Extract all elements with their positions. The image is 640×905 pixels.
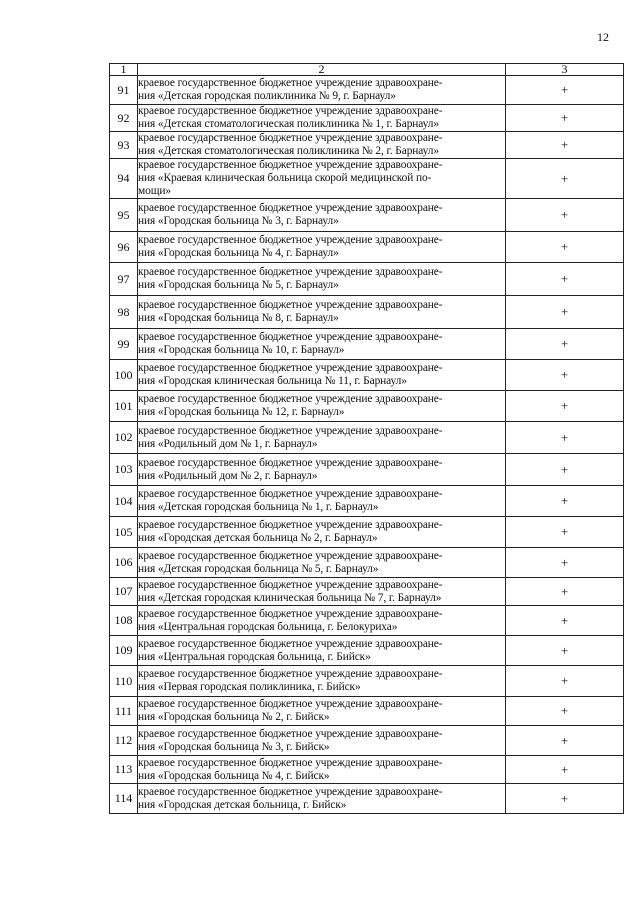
institution-name	[138, 360, 506, 391]
plus-mark: +	[506, 666, 624, 697]
plus-mark: +	[506, 132, 624, 159]
institution-name-line: краевое государственное бюджетное учреждение здравоохране-	[138, 424, 443, 437]
table-header-row	[110, 64, 624, 76]
institution-name	[138, 578, 506, 606]
institution-name-line: ния «Городская больница № 3, г. Бийск»	[138, 740, 330, 753]
table-row	[110, 132, 624, 159]
plus-mark: +	[506, 76, 624, 105]
institution-name	[138, 636, 506, 666]
plus-mark: +	[506, 360, 624, 391]
row-number: 94	[110, 159, 138, 199]
row-number: 114	[110, 784, 138, 814]
institution-name-line: ния «Детская стоматологическая поликлиника № 1, г. Барнаул»	[138, 118, 439, 130]
institution-name	[138, 517, 506, 548]
institution-name	[138, 697, 506, 726]
row-number: 104	[110, 486, 138, 517]
row-number: 100	[110, 360, 138, 391]
institution-name-line: ния «Городская больница № 4, г. Барнаул»	[138, 247, 339, 259]
institution-name-line: ния «Городская больница № 12, г. Барнаул»	[138, 406, 345, 418]
institution-name-line: краевое государственное бюджетное учреждение здравоохране-	[138, 159, 443, 171]
table-row	[110, 486, 624, 517]
institution-name	[138, 232, 506, 263]
plus-mark: +	[506, 232, 624, 263]
institution-name-line: краевое государственное бюджетное учреждение здравоохране-	[138, 668, 443, 680]
institution-name	[138, 726, 506, 756]
institution-name-line: краевое государственное бюджетное учреждение здравоохране-	[138, 132, 443, 144]
table-row	[110, 263, 624, 296]
institution-name-line: краевое государственное бюджетное учреждение здравоохране-	[138, 756, 443, 769]
institution-name	[138, 159, 506, 199]
table-row	[110, 636, 624, 666]
institution-name-line: краевое государственное бюджетное учреждение здравоохране-	[138, 202, 443, 214]
institution-name-line: краевое государственное бюджетное учреждение здравоохране-	[138, 299, 443, 311]
plus-mark: +	[506, 422, 624, 454]
institution-name	[138, 132, 506, 159]
plus-mark: +	[506, 454, 624, 486]
institution-name	[138, 454, 506, 486]
row-number: 107	[110, 578, 138, 606]
row-number: 106	[110, 548, 138, 578]
table-row	[110, 548, 624, 578]
institution-name	[138, 756, 506, 784]
plus-mark: +	[506, 548, 624, 578]
institution-name-line: ния «Городская больница № 4, г. Бийск»	[138, 769, 330, 782]
institution-name-line: ния «Детская городская клиническая больница № 7, г. Барнаул»	[138, 591, 442, 604]
table-row	[110, 329, 624, 360]
plus-mark: +	[506, 105, 624, 132]
institution-name-line: ния «Центральная городская больница, г. Белокуриха»	[138, 620, 398, 633]
institution-name	[138, 784, 506, 814]
row-number: 111	[110, 697, 138, 726]
institution-name	[138, 199, 506, 232]
row-number: 108	[110, 606, 138, 636]
institution-name-line: ния «Городская больница № 10, г. Барнаул»	[138, 344, 345, 356]
institution-name-line: ния «Родильный дом № 1, г. Барнаул»	[138, 437, 318, 450]
table-row	[110, 360, 624, 391]
plus-mark: +	[506, 606, 624, 636]
institution-name-line: краевое государственное бюджетное учреждение здравоохране-	[138, 785, 443, 798]
plus-mark: +	[506, 784, 624, 814]
institution-name-line: ния «Городская больница № 8, г. Барнаул»	[138, 312, 339, 324]
row-number: 113	[110, 756, 138, 784]
institution-name-line: ния «Центральная городская больница, г. Бийск»	[138, 650, 371, 663]
row-number: 93	[110, 132, 138, 159]
institution-name-line: краевое государственное бюджетное учреждение здравоохране-	[138, 607, 443, 620]
row-number: 91	[110, 76, 138, 105]
institution-name-line: ния «Детская стоматологическая поликлиника № 2, г. Барнаул»	[138, 145, 439, 157]
institution-name-line: краевое государственное бюджетное учреждение здравоохране-	[138, 578, 443, 591]
row-number: 110	[110, 666, 138, 697]
institution-name-line: краевое государственное бюджетное учреждение здравоохране-	[138, 637, 443, 650]
institution-name-line: ния «Детская городская поликлиника № 9, г. Барнаул»	[138, 90, 396, 102]
plus-mark: +	[506, 636, 624, 666]
institution-name	[138, 76, 506, 105]
table-row	[110, 517, 624, 548]
row-number: 92	[110, 105, 138, 132]
row-number: 102	[110, 422, 138, 454]
institution-name-line: мощи»	[138, 185, 171, 197]
institution-name-line: ния «Родильный дом № 2, г. Барнаул»	[138, 469, 318, 482]
row-number: 97	[110, 263, 138, 296]
institution-name-line: ния «Краевая клиническая больница скорой медицинской по-	[138, 172, 432, 184]
institution-name-line: краевое государственное бюджетное учреждение здравоохране-	[138, 519, 443, 531]
institution-name	[138, 105, 506, 132]
table-row	[110, 666, 624, 697]
plus-mark: +	[506, 486, 624, 517]
institution-name-line: краевое государственное бюджетное учреждение здравоохране-	[138, 77, 443, 89]
plus-mark: +	[506, 263, 624, 296]
row-number: 112	[110, 726, 138, 756]
institution-name-line: ния «Городская детская больница № 2, г. Барнаул»	[138, 532, 378, 544]
plus-mark: +	[506, 517, 624, 548]
row-number: 105	[110, 517, 138, 548]
plus-mark: +	[506, 296, 624, 329]
plus-mark: +	[506, 159, 624, 199]
institution-name-line: краевое государственное бюджетное учреждение здравоохране-	[138, 393, 443, 405]
plus-mark: +	[506, 756, 624, 784]
row-number: 101	[110, 391, 138, 422]
institution-name-line: краевое государственное бюджетное учреждение здравоохране-	[138, 698, 443, 710]
table-row	[110, 232, 624, 263]
plus-mark: +	[506, 391, 624, 422]
table-row	[110, 697, 624, 726]
institution-name-line: краевое государственное бюджетное учреждение здравоохране-	[138, 266, 443, 278]
plus-mark: +	[506, 726, 624, 756]
plus-mark: +	[506, 199, 624, 232]
institution-name	[138, 422, 506, 454]
institution-name-line: ния «Городская больница № 5, г. Барнаул»	[138, 279, 339, 291]
institution-name-line: ния «Детская городская больница № 5, г. Барнаул»	[138, 562, 379, 575]
column-header-number: 1	[110, 64, 138, 76]
page-number: 12	[597, 30, 609, 44]
row-number: 109	[110, 636, 138, 666]
institution-name	[138, 606, 506, 636]
institution-name-line: краевое государственное бюджетное учреждение здравоохране-	[138, 105, 443, 117]
institution-name-line: ния «Городская больница № 2, г. Бийск»	[138, 711, 330, 723]
institution-name	[138, 486, 506, 517]
institution-name-line: ния «Городская больница № 3, г. Барнаул»	[138, 215, 339, 227]
institution-name-line: ния «Первая городская поликлиника, г. Бийск»	[138, 681, 361, 693]
institution-name-line: ния «Детская городская больница № 1, г. Барнаул»	[138, 501, 379, 513]
institution-name-line: краевое государственное бюджетное учреждение здравоохране-	[138, 362, 443, 374]
row-number: 99	[110, 329, 138, 360]
table-row	[110, 454, 624, 486]
plus-mark: +	[506, 697, 624, 726]
column-header-mark: 3	[506, 64, 624, 76]
institutions-table	[109, 63, 624, 814]
table-row	[110, 199, 624, 232]
institution-name-line: ния «Городская клиническая больница № 11, г. Барнаул»	[138, 375, 407, 387]
institution-name	[138, 666, 506, 697]
row-number: 95	[110, 199, 138, 232]
table-row	[110, 391, 624, 422]
table-row	[110, 422, 624, 454]
table-row	[110, 726, 624, 756]
institution-name-line: ния «Городская детская больница, г. Бийск»	[138, 798, 347, 811]
table-row	[110, 76, 624, 105]
table-row	[110, 606, 624, 636]
institution-name-line: краевое государственное бюджетное учреждение здравоохране-	[138, 549, 443, 562]
table-row	[110, 784, 624, 814]
institution-name	[138, 296, 506, 329]
institution-name-line: краевое государственное бюджетное учреждение здравоохране-	[138, 456, 443, 469]
institution-name-line: краевое государственное бюджетное учреждение здравоохране-	[138, 727, 443, 740]
institution-name	[138, 329, 506, 360]
institution-name-line: краевое государственное бюджетное учреждение здравоохране-	[138, 234, 443, 246]
institution-name	[138, 391, 506, 422]
plus-mark: +	[506, 578, 624, 606]
institution-name	[138, 548, 506, 578]
institution-name-line: краевое государственное бюджетное учреждение здравоохране-	[138, 331, 443, 343]
row-number: 103	[110, 454, 138, 486]
row-number: 96	[110, 232, 138, 263]
table-row	[110, 756, 624, 784]
row-number: 98	[110, 296, 138, 329]
plus-mark: +	[506, 329, 624, 360]
table-row	[110, 159, 624, 199]
institution-name	[138, 263, 506, 296]
table-row	[110, 578, 624, 606]
table-row	[110, 105, 624, 132]
institution-name-line: краевое государственное бюджетное учреждение здравоохране-	[138, 488, 443, 500]
column-header-name: 2	[138, 64, 506, 76]
table-row	[110, 296, 624, 329]
